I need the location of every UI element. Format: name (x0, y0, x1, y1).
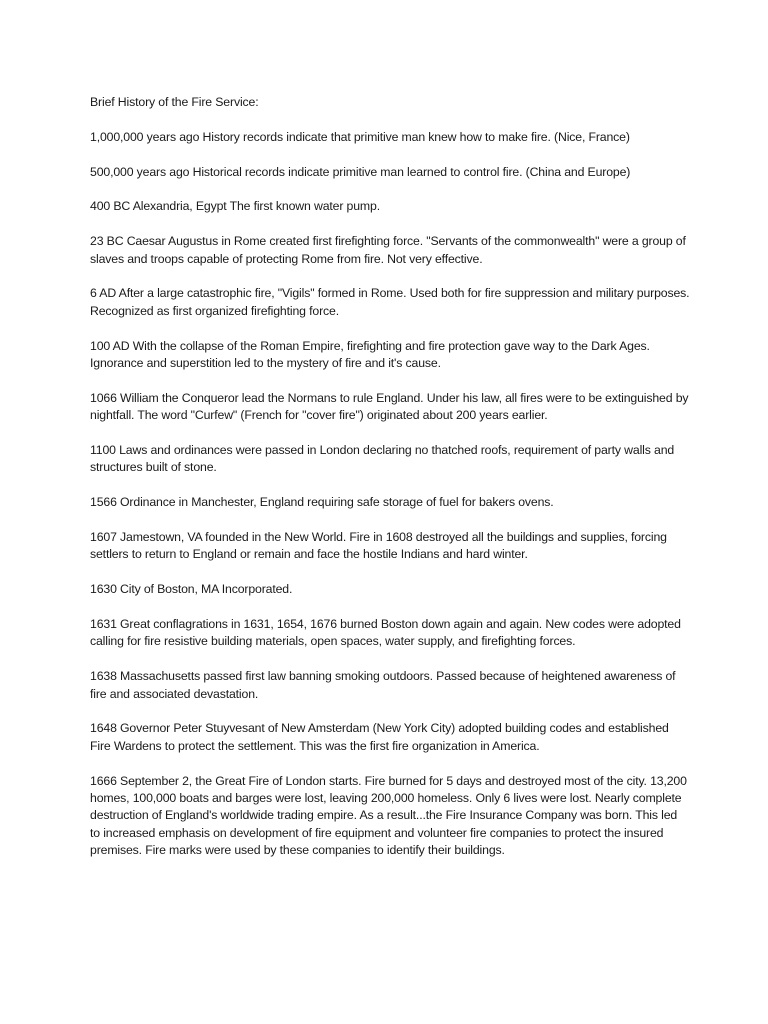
entry-paragraph: 1100 Laws and ordinances were passed in London declaring no thatched roofs, requirement of party walls and structures built of stone. (90, 443, 675, 475)
entry-paragraph: 1631 Great conflagrations in 1631, 1654, 1676 burned Boston down again and again. New codes were adopted calling for fire resistive building materials, open spaces, water supply, and firefighting forces. (90, 617, 681, 649)
entry-paragraph: 1607 Jamestown, VA founded in the New World. Fire in 1608 destroyed all the buildings and supplies, forcing settlers to return to England or remain and face the hostile Indians and hard winter. (90, 530, 667, 562)
entry-paragraph: 100 AD With the collapse of the Roman Empire, firefighting and fire protection gave way to the Dark Ages. Ignorance and superstition led to the mystery of fire and it's cause. (90, 338, 650, 370)
entry-paragraph: 6 AD After a large catastrophic fire, "Vigils" formed in Rome. Used both for fire suppression and military purposes. Recognized as first organized firefighting force. (90, 286, 690, 318)
entry-paragraph: 23 BC Caesar Augustus in Rome created first firefighting force. "Servants of the commonwealth" were a group of slaves and troops capable of protecting Rome from fire. Not very effective. (90, 234, 686, 266)
entry-paragraph: 1066 William the Conqueror lead the Normans to rule England. Under his law, all fires were to be extinguished by nightfall. The word "Curfew" (French for "cover fire") originated about 200 years earlier. (90, 390, 689, 423)
entry-paragraph: 1630 City of Boston, MA Incorporated. (90, 582, 293, 597)
entry-paragraph: 1648 Governor Peter Stuyvesant of New Amsterdam (New York City) adopted building codes and established Fire Wardens to protect the settlement. This was the first fire organization in America. (90, 721, 669, 753)
entry-paragraph: 1566 Ordinance in Manchester, England requiring safe storage of fuel for bakers ovens. (90, 495, 554, 510)
document-title: Brief History of the Fire Service: (90, 95, 259, 109)
document-body (90, 94, 690, 877)
entry-paragraph: 500,000 years ago Historical records indicate primitive man learned to control fire. (China and Europe) (90, 164, 631, 179)
entry-paragraph: 1,000,000 years ago History records indicate that primitive man knew how to make fire. (Nice, France) (90, 129, 630, 144)
entry-paragraph: 400 BC Alexandria, Egypt The first known water pump. (90, 199, 380, 214)
entry-paragraph: 1638 Massachusetts passed first law banning smoking outdoors. Passed because of heightened awareness of fire and associated devastation. (90, 669, 676, 701)
entry-paragraph: 1666 September 2, the Great Fire of London starts. Fire burned for 5 days and destroyed most of the city. 13,200 homes, 100,000 boats and barges were lost, leaving 200,000 homeless. Only 6 lives were lost. Nearly complete destruction of England's worldwide trading empire. As a result...the Fire Insurance Company was born. This led to increased emphasis on development of fire equipment and volunteer fire companies to protect the insured premises. Fire marks were used by these companies to identify their buildings. (90, 773, 687, 858)
